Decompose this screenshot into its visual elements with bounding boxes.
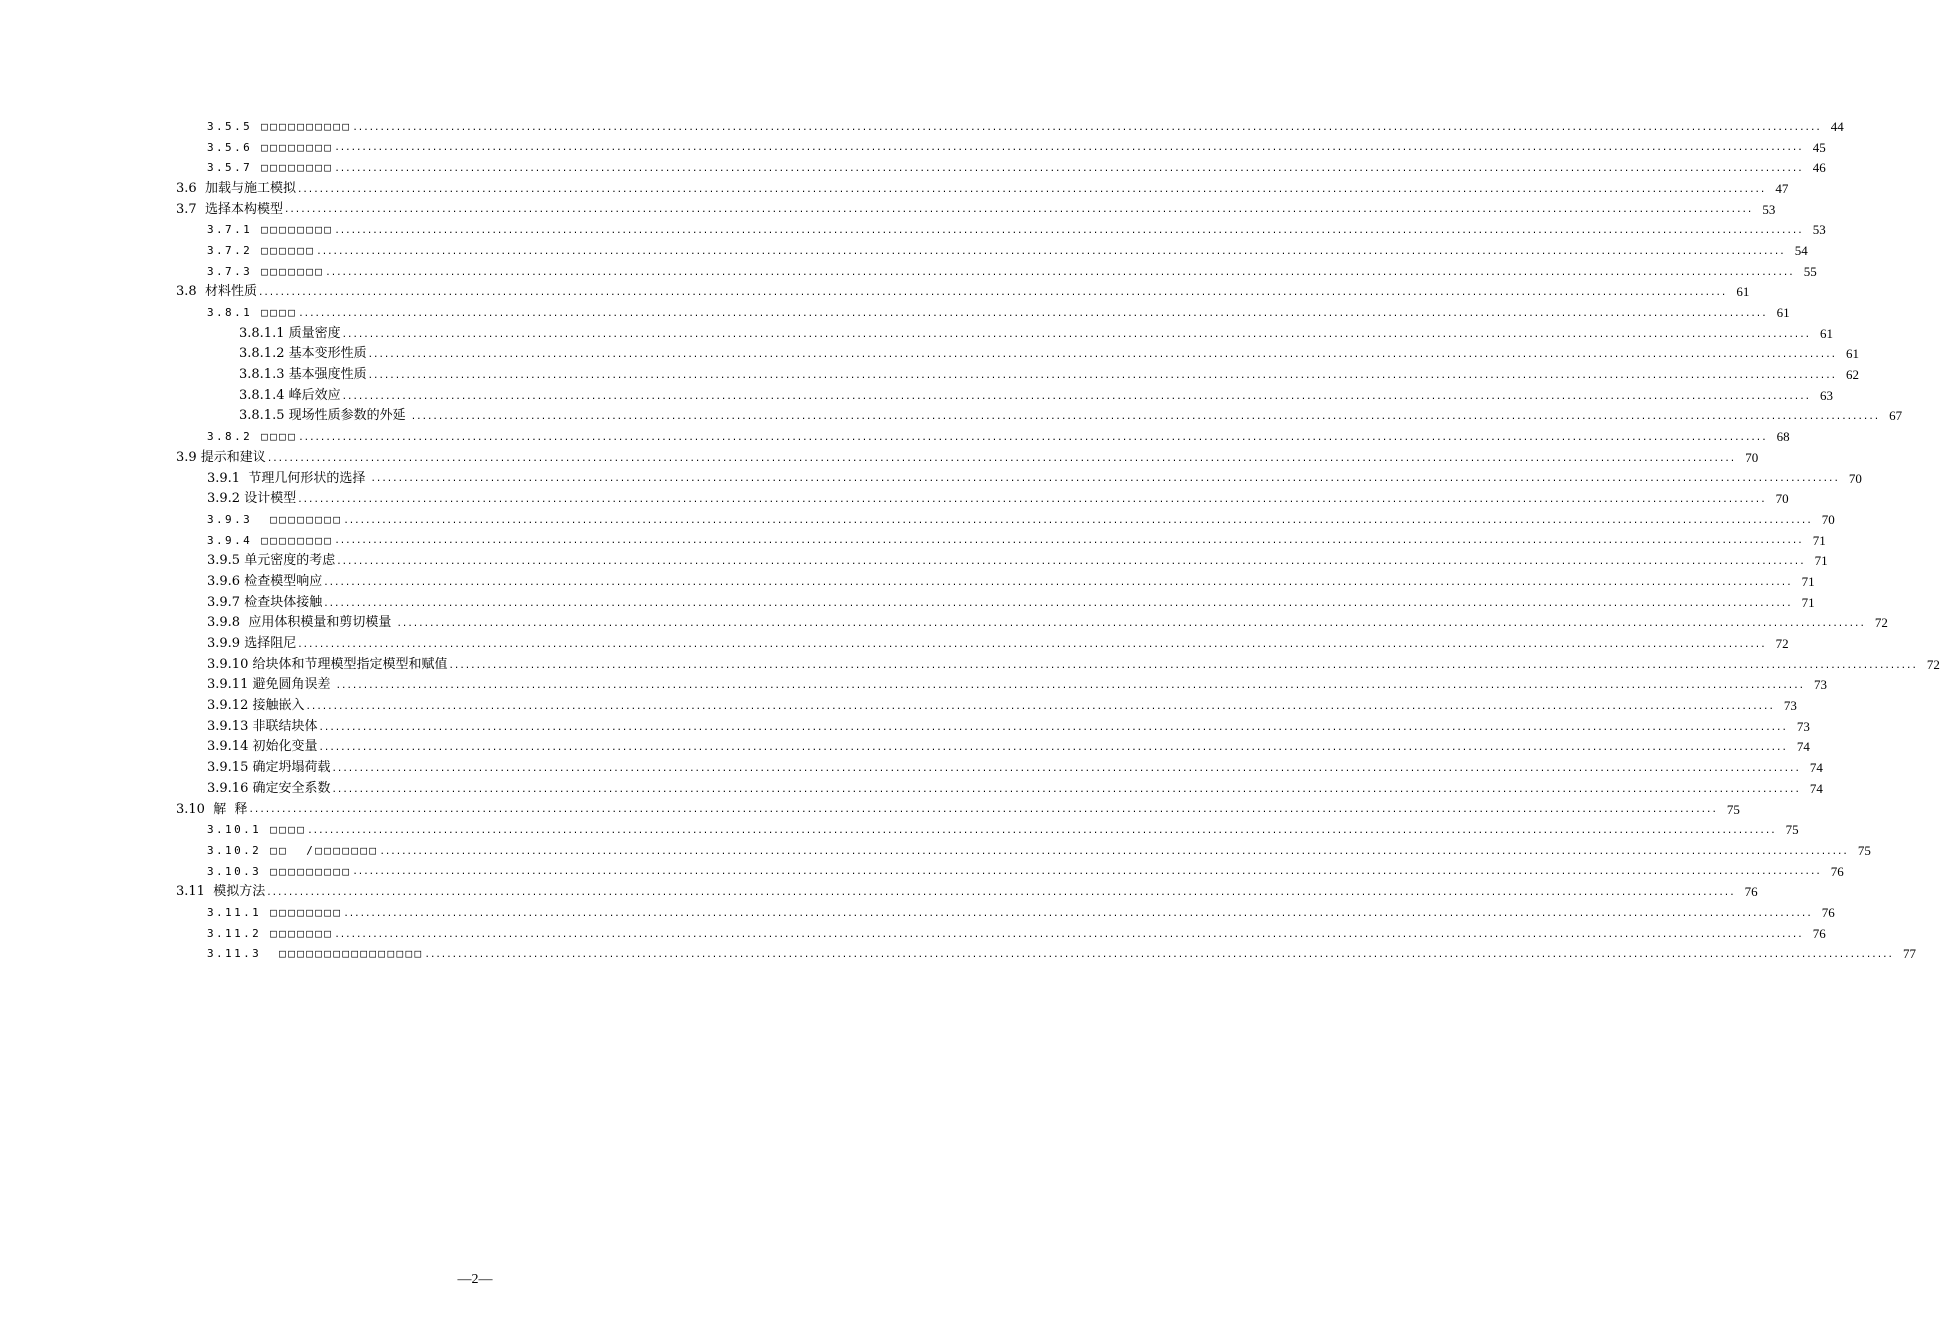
toc-leader-dots: ............................................................................................................................................................................................................................................................................... — [396, 619, 1865, 630]
toc-leader-dots: ............................................................................................................................................................................................................................................................................... — [343, 515, 1812, 526]
toc-entry-page: 75 — [1726, 801, 1740, 817]
toc-entry[interactable] — [0, 778, 1823, 799]
toc-entry[interactable] — [0, 923, 1826, 944]
toc-leader-dots: ............................................................................................................................................................................................................................................................................... — [248, 805, 1717, 816]
toc-entry-page: 54 — [1794, 242, 1808, 258]
toc-leader-dots: ............................................................................................................................................................................................................................................................................... — [335, 681, 1805, 692]
toc-entry-page: 76 — [1830, 863, 1844, 879]
toc-entry[interactable] — [0, 613, 1888, 634]
toc-entry[interactable] — [0, 261, 1817, 282]
toc-entry-page: 70 — [1821, 511, 1835, 527]
toc-leader-dots: ............................................................................................................................................................................................................................................................................... — [334, 929, 1803, 940]
toc-leader-dots: ............................................................................................................................................................................................................................................................................... — [341, 329, 1811, 340]
toc-entry-page: 73 — [1783, 698, 1797, 714]
toc-entry-page: 75 — [1785, 822, 1799, 838]
toc-entry-title: 3.9.2 设计模型 — [207, 491, 297, 507]
toc-leader-dots: ............................................................................................................................................................................................................................................................................... — [334, 536, 1803, 547]
toc-entry-title: 3.5.5 □□□□□□□□□□ — [207, 119, 352, 133]
toc-entry[interactable] — [0, 344, 1860, 365]
toc-leader-dots: ............................................................................................................................................................................................................................................................................... — [334, 226, 1803, 237]
toc-entry-page: 53 — [1812, 222, 1826, 238]
toc-entry[interactable] — [0, 302, 1790, 323]
toc-entry-page: 67 — [1889, 408, 1903, 424]
toc-entry-title: 3.9.8 应用体积模量和剪切模量 — [207, 615, 396, 631]
toc-entry[interactable] — [0, 385, 1834, 406]
toc-entry-title: 3.6 加载与施工模拟 — [176, 180, 296, 196]
toc-entry-title: 3.9.4 □□□□□□□□ — [207, 533, 334, 547]
toc-entry-title: 3.8.1 □□□□ — [207, 306, 298, 320]
toc-entry-page: 77 — [1902, 946, 1916, 962]
toc-entry-page: 76 — [1821, 904, 1835, 920]
toc-leader-dots: ............................................................................................................................................................................................................................................................................... — [331, 764, 1800, 774]
toc-entry-page: 72 — [1874, 615, 1888, 631]
toc-leader-dots: ............................................................................................................................................................................................................................................................................... — [448, 660, 1917, 671]
toc-entry-title: 3.11.1 □□□□□□□□ — [207, 905, 343, 919]
toc-entry-title: 3.9.6 检查模型响应 — [207, 573, 323, 589]
toc-entry-page: 47 — [1775, 180, 1789, 196]
toc-entry[interactable] — [0, 116, 1844, 137]
toc-entry-page: 44 — [1830, 118, 1844, 134]
toc-entry-title: 3.11.3 □□□□□□□□□□□□□□□□ — [207, 947, 424, 961]
toc-leader-dots: ............................................................................................................................................................................................................................................................................... — [266, 453, 1736, 464]
toc-entry-page: 72 — [1775, 636, 1789, 652]
toc-entry[interactable] — [0, 364, 1860, 385]
toc-leader-dots: ............................................................................................................................................................................................................................................................................... — [257, 288, 1727, 299]
toc-entry-page: 68 — [1776, 429, 1790, 445]
toc-entry[interactable] — [0, 178, 1789, 199]
toc-leader-dots: ............................................................................................................................................................................................................................................................................... — [298, 308, 1767, 319]
toc-entry-title: 3.10 解 释 — [176, 801, 248, 817]
toc-leader-dots: ............................................................................................................................................................................................................................................................................... — [334, 164, 1803, 175]
toc-leader-dots: ............................................................................................................................................................................................................................................................................... — [334, 143, 1803, 154]
toc-entry-title: 3.7.3 □□□□□□□ — [207, 264, 325, 278]
toc-entry-title: 3.9.7 检查块体接触 — [207, 594, 323, 610]
toc-entry[interactable] — [0, 157, 1826, 178]
toc-leader-dots: ............................................................................................................................................................................................................................................................................... — [323, 598, 1792, 609]
toc-leader-dots: ............................................................................................................................................................................................................................................................................... — [316, 246, 1785, 257]
toc-entry-title: 3.9.1 节理几何形状的选择 — [207, 470, 370, 486]
toc-entry-page: 71 — [1801, 573, 1815, 589]
toc-entry-title: 3.9.10 给块体和节理模型指定模型和赋值 — [207, 656, 448, 672]
toc-entry-page: 73 — [1796, 718, 1810, 734]
toc-entry[interactable] — [0, 944, 1916, 965]
toc-entry[interactable] — [0, 799, 1740, 820]
toc-entry-page: 71 — [1801, 594, 1815, 610]
toc-leader-dots: ............................................................................................................................................................................................................................................................................... — [323, 577, 1792, 588]
toc-leader-dots: ............................................................................................................................................................................................................................................................................... — [297, 495, 1766, 506]
toc-entry[interactable] — [0, 881, 1758, 902]
toc-leader-dots: ............................................................................................................................................................................................................................................................................... — [331, 784, 1800, 795]
toc-entry-page: 70 — [1775, 491, 1789, 507]
toc-leader-dots: ............................................................................................................................................................................................................................................................................... — [367, 350, 1837, 361]
toc-entry-page: 76 — [1812, 925, 1826, 941]
toc-entry[interactable] — [0, 633, 1789, 654]
toc-entry[interactable] — [0, 406, 1903, 427]
toc-entry[interactable] — [0, 219, 1826, 240]
toc-leader-dots: ............................................................................................................................................................................................................................................................................... — [307, 826, 1776, 837]
toc-entry[interactable] — [0, 137, 1826, 158]
toc-entry[interactable] — [0, 675, 1828, 696]
toc-entry-title: 3.7.1 □□□□□□□□ — [207, 223, 334, 237]
toc-leader-dots: ............................................................................................................................................................................................................................................................................... — [318, 722, 1787, 733]
toc-entry[interactable] — [0, 199, 1776, 220]
toc-entry[interactable] — [0, 695, 1797, 716]
toc-leader-dots: ............................................................................................................................................................................................................................................................................... — [283, 205, 1753, 216]
toc-entry[interactable] — [0, 240, 1808, 261]
toc-entry-page: 70 — [1745, 449, 1759, 465]
toc-entry-page: 61 — [1820, 325, 1834, 341]
toc-leader-dots: ............................................................................................................................................................................................................................................................................... — [318, 743, 1787, 754]
toc-entry[interactable] — [0, 592, 1815, 613]
toc-entry-title: 3.7.2 □□□□□□ — [207, 243, 316, 257]
toc-entry-page: 61 — [1846, 346, 1860, 362]
toc-entry-page: 53 — [1762, 201, 1776, 217]
toc-entry[interactable] — [0, 509, 1835, 530]
toc-entry-page: 61 — [1776, 305, 1790, 321]
toc-entry-title: 3.9.11 避免圆角误差 — [207, 677, 335, 693]
toc-leader-dots: ............................................................................................................................................................................................................................................................................... — [352, 867, 1821, 878]
toc-entry-title: 3.5.6 □□□□□□□□ — [207, 140, 334, 154]
toc-entry-title: 3.9.15 确定坍塌荷载 — [207, 760, 331, 776]
toc-leader-dots: ............................................................................................................................................................................................................................................................................... — [367, 370, 1837, 381]
page-number: —2— — [457, 1272, 493, 1287]
toc-entry-title: 3.7 选择本构模型 — [176, 201, 283, 217]
toc-leader-dots: ............................................................................................................................................................................................................................................................................... — [343, 908, 1812, 919]
toc-entry-title: 3.8.2 □□□□ — [207, 430, 298, 444]
toc-entry[interactable] — [0, 654, 1940, 675]
toc-entry-title: 3.8.1.3 基本强度性质 — [239, 367, 367, 383]
toc-entry[interactable] — [0, 426, 1790, 447]
toc-entry[interactable] — [0, 447, 1759, 468]
toc-entry-title: 3.9.5 单元密度的考虑 — [207, 553, 336, 569]
toc-entry[interactable] — [0, 737, 1810, 758]
toc-leader-dots: ............................................................................................................................................................................................................................................................................... — [266, 888, 1735, 899]
toc-leader-dots: ............................................................................................................................................................................................................................................................................... — [410, 412, 1880, 423]
toc-entry-title: 3.10.1 □□□□ — [207, 823, 307, 837]
toc-entry-title: 3.9.3 □□□□□□□□ — [207, 512, 343, 526]
toc-entry[interactable] — [0, 571, 1815, 592]
toc-entry-page: 71 — [1814, 553, 1828, 569]
toc-entry-title: 3.9.13 非联结块体 — [207, 718, 318, 734]
toc-entry-title: 3.11 模拟方法 — [176, 884, 266, 900]
toc-entry[interactable] — [0, 902, 1835, 923]
toc-entry-page: 74 — [1796, 739, 1810, 755]
toc-entry-title: 3.11.2 □□□□□□□ — [207, 926, 334, 940]
toc-entry[interactable] — [0, 468, 1862, 489]
toc-entry[interactable] — [0, 861, 1844, 882]
toc-entry-page: 45 — [1812, 139, 1826, 155]
toc-entry-title: 3.9.9 选择阻尼 — [207, 636, 297, 652]
toc-entry-title: 3.9.12 接触嵌入 — [207, 698, 305, 714]
toc-entry[interactable] — [0, 819, 1799, 840]
toc-entry-page: 62 — [1846, 367, 1860, 383]
toc-leader-dots: ............................................................................................................................................................................................................................................................................... — [424, 950, 1893, 961]
toc-entry[interactable] — [0, 716, 1810, 737]
toc-entry-title: 3.10.3 □□□□□□□□□ — [207, 864, 352, 878]
toc-leader-dots: ............................................................................................................................................................................................................................................................................... — [336, 557, 1805, 568]
toc-entry[interactable] — [0, 550, 1828, 571]
toc-leader-dots: ............................................................................................................................................................................................................................................................................... — [352, 122, 1821, 133]
toc-entry[interactable] — [0, 323, 1834, 344]
toc-entry-title: 3.8.1.5 现场性质参数的外延 — [239, 408, 410, 424]
toc-entry-title: 3.8 材料性质 — [176, 284, 257, 300]
toc-entry-title: 3.9.14 初始化变量 — [207, 739, 318, 755]
toc-entry-title: 3.5.7 □□□□□□□□ — [207, 161, 334, 175]
table-of-contents — [0, 116, 1940, 964]
toc-entry-page: 63 — [1820, 387, 1834, 403]
toc-leader-dots: ............................................................................................................................................................................................................................................................................... — [370, 474, 1839, 485]
toc-leader-dots: ............................................................................................................................................................................................................................................................................... — [379, 846, 1848, 857]
toc-leader-dots: ............................................................................................................................................................................................................................................................................... — [325, 267, 1794, 278]
toc-entry-title: 3.10.2 □□ /□□□□□□□ — [207, 843, 379, 857]
toc-entry-title: 3.9 提示和建议 — [176, 449, 266, 465]
toc-entry-title: 3.8.1.4 峰后效应 — [239, 387, 341, 403]
toc-leader-dots: ............................................................................................................................................................................................................................................................................... — [298, 433, 1767, 443]
toc-entry-page: 72 — [1926, 656, 1940, 672]
toc-entry-title: 3.8.1.2 基本变形性质 — [239, 346, 367, 362]
toc-entry-page: 76 — [1744, 884, 1758, 900]
toc-entry-page: 73 — [1814, 677, 1828, 693]
toc-entry-page: 74 — [1809, 780, 1823, 796]
toc-entry-page: 74 — [1809, 760, 1823, 776]
toc-entry-page: 55 — [1803, 263, 1817, 279]
toc-entry-page: 75 — [1857, 842, 1871, 858]
toc-leader-dots: ............................................................................................................................................................................................................................................................................... — [297, 639, 1766, 650]
toc-entry-page: 71 — [1812, 532, 1826, 548]
toc-leader-dots: ............................................................................................................................................................................................................................................................................... — [341, 391, 1811, 402]
toc-entry-page: 61 — [1736, 284, 1750, 300]
toc-entry[interactable] — [0, 840, 1871, 861]
toc-entry-page: 70 — [1848, 470, 1862, 486]
toc-leader-dots: ............................................................................................................................................................................................................................................................................... — [296, 184, 1766, 195]
toc-entry-title: 3.8.1.1 质量密度 — [239, 325, 341, 341]
toc-entry-page: 46 — [1812, 160, 1826, 176]
toc-leader-dots: ............................................................................................................................................................................................................................................................................... — [305, 701, 1774, 712]
toc-entry[interactable] — [0, 488, 1789, 509]
toc-entry[interactable] — [0, 757, 1823, 778]
toc-entry-title: 3.9.16 确定安全系数 — [207, 780, 331, 796]
toc-entry[interactable] — [0, 282, 1750, 303]
toc-entry[interactable] — [0, 530, 1826, 551]
